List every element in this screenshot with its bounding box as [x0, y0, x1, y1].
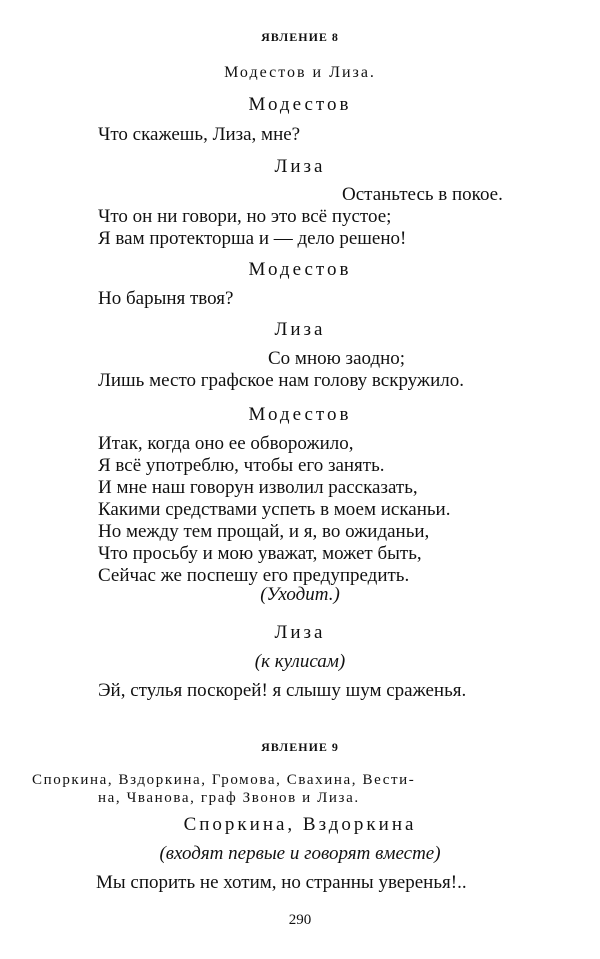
speaker-modestov: Модестов — [248, 404, 352, 425]
scene-9-heading: ЯВЛЕНИЕ 9 — [261, 740, 339, 754]
scene-8-heading: ЯВЛЕНИЕ 8 — [261, 30, 339, 44]
speaker-sporkina-vzdorkina: Споркина, Вздоркина — [183, 814, 417, 835]
scene-9-cast: Споркина, Вздоркина, Громова, Свахина, Вести- — [32, 772, 416, 788]
verse-line: И мне наш говорун изволил рассказать, — [98, 477, 418, 498]
speaker-liza: Лиза — [274, 622, 326, 643]
verse-line: Сейчас же поспешу его предупредить. — [98, 565, 410, 586]
page-number: 290 — [288, 912, 312, 928]
speaker-modestov: Модестов — [248, 259, 352, 280]
scene-9-cast: на, Чванова, граф Звонов и Лиза. — [98, 790, 360, 806]
scene-8-cast: Модестов и Лиза. — [224, 64, 376, 81]
speaker-liza: Лиза — [274, 156, 326, 177]
speaker-modestov: Модестов — [248, 94, 352, 115]
verse-line: Что скажешь, Лиза, мне? — [98, 124, 301, 145]
verse-line: Со мною заодно; — [268, 348, 406, 369]
speaker-liza: Лиза — [274, 319, 326, 340]
verse-line: Я вам протекторша и — дело решено! — [98, 228, 407, 249]
verse-line: Я всё употреблю, чтобы его занять. — [98, 455, 385, 476]
verse-line: Что он ни говори, но это всё пустое; — [98, 206, 392, 227]
verse-line: Но между тем прощай, и я, во ожиданьи, — [98, 521, 430, 542]
stage-direction: (к кулисам) — [254, 651, 346, 672]
verse-line: Останьтесь в покое. — [342, 184, 503, 205]
verse-line: Эй, стулья поскорей! я слышу шум сраженья. — [98, 680, 467, 701]
verse-line: Итак, когда оно ее обворожило, — [98, 433, 354, 454]
verse-line: Мы спорить не хотим, но странны уверенья!.. — [96, 872, 467, 893]
stage-direction: (Уходит.) — [260, 584, 340, 605]
verse-line: Какими средствами успеть в моем исканьи. — [98, 499, 451, 520]
verse-line: Но барыня твоя? — [98, 288, 234, 309]
stage-direction: (входят первые и говорят вместе) — [159, 843, 441, 864]
verse-line: Лишь место графское нам голову вскружило. — [98, 370, 464, 391]
verse-line: Что просьбу и мою уважат, может быть, — [98, 543, 422, 564]
